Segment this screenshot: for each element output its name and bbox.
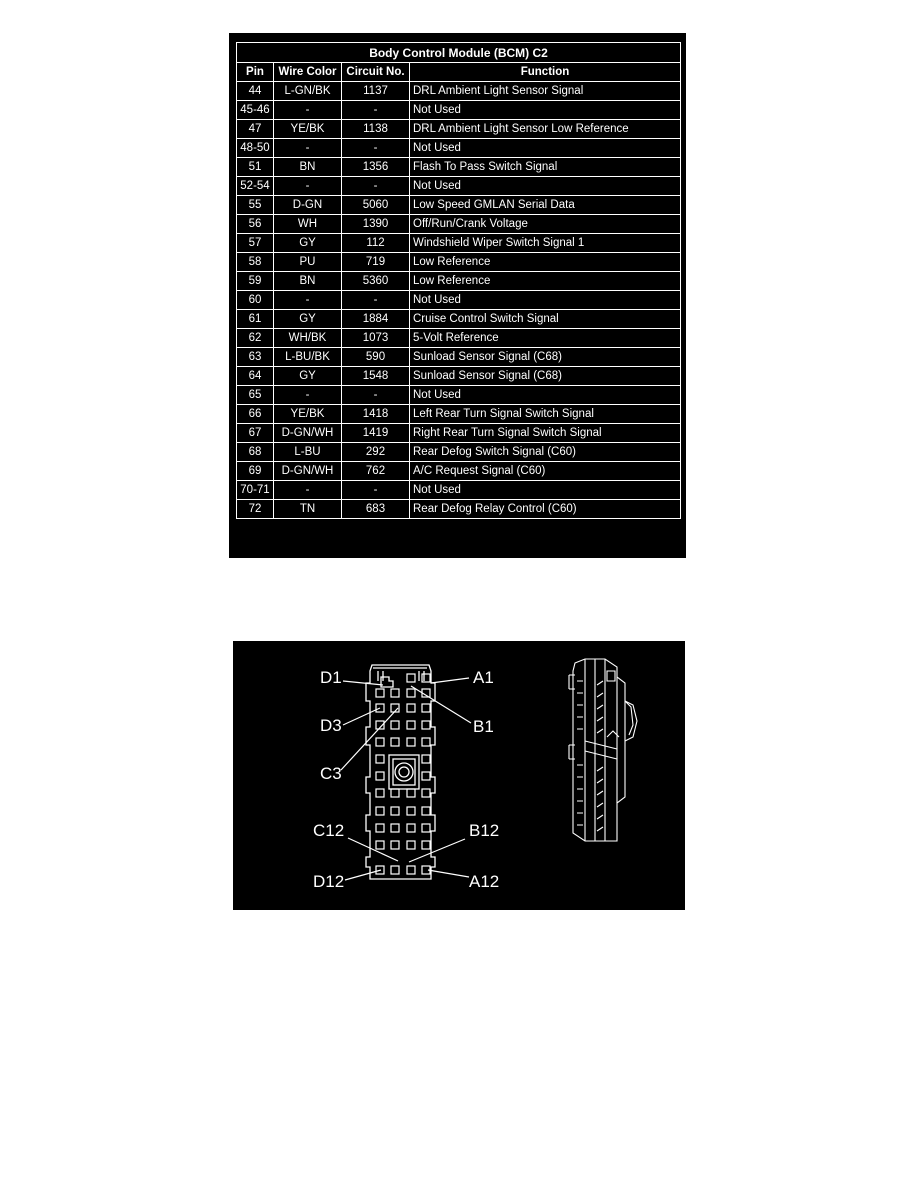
pin-cavity	[422, 772, 430, 780]
cell-circuit: 1419	[342, 424, 410, 443]
cell-circuit: 112	[342, 234, 410, 253]
pin-cavity	[407, 674, 415, 682]
cell-wire-color: BN	[274, 158, 342, 177]
cell-circuit: 5360	[342, 272, 410, 291]
pin-cavity	[422, 674, 430, 682]
cell-circuit: 590	[342, 348, 410, 367]
cell-circuit: -	[342, 291, 410, 310]
table-row	[237, 139, 681, 158]
cell-pin: 62	[237, 329, 274, 348]
cell-function: Rear Defog Relay Control (C60)	[410, 500, 681, 519]
cell-function: Not Used	[410, 177, 681, 196]
table-title: Body Control Module (BCM) C2	[237, 43, 681, 63]
table-row	[237, 253, 681, 272]
cell-circuit: -	[342, 139, 410, 158]
pin-cavity	[376, 689, 384, 697]
pin-cavity	[391, 807, 399, 815]
cell-wire-color: L-BU	[274, 443, 342, 462]
cell-pin: 65	[237, 386, 274, 405]
cell-wire-color: BN	[274, 272, 342, 291]
cell-pin: 59	[237, 272, 274, 291]
column-header-pin: Pin	[237, 63, 274, 82]
pin-cavity	[407, 866, 415, 874]
connector-diagram	[233, 641, 685, 910]
pin-cavity	[391, 824, 399, 832]
cell-wire-color: L-GN/BK	[274, 82, 342, 101]
cell-function: DRL Ambient Light Sensor Signal	[410, 82, 681, 101]
table-row	[237, 348, 681, 367]
pin-cavity	[376, 841, 384, 849]
cell-pin: 56	[237, 215, 274, 234]
connector-side-view	[569, 659, 637, 841]
cell-circuit: 1137	[342, 82, 410, 101]
connector-end-view-table-panel	[229, 33, 686, 558]
cell-function: Off/Run/Crank Voltage	[410, 215, 681, 234]
cell-wire-color: YE/BK	[274, 405, 342, 424]
label-b1: B1	[473, 717, 494, 736]
label-c12: C12	[313, 821, 345, 840]
cell-wire-color: D-GN/WH	[274, 462, 342, 481]
cell-function: Not Used	[410, 481, 681, 500]
pin-cavity	[391, 689, 399, 697]
cell-wire-color: -	[274, 101, 342, 120]
cell-function: Flash To Pass Switch Signal	[410, 158, 681, 177]
cell-circuit: 719	[342, 253, 410, 272]
cell-wire-color: PU	[274, 253, 342, 272]
pin-cavity	[422, 841, 430, 849]
label-d3: D3	[320, 716, 342, 735]
pin-cavity	[407, 807, 415, 815]
cell-function: Sunload Sensor Signal (C68)	[410, 348, 681, 367]
cell-wire-color: D-GN/WH	[274, 424, 342, 443]
cell-circuit: 1418	[342, 405, 410, 424]
cell-circuit: -	[342, 101, 410, 120]
cell-circuit: 683	[342, 500, 410, 519]
cell-pin: 67	[237, 424, 274, 443]
label-c3: C3	[320, 764, 342, 783]
table-row	[237, 215, 681, 234]
cell-pin: 52-54	[237, 177, 274, 196]
cell-pin: 64	[237, 367, 274, 386]
table-row	[237, 405, 681, 424]
cell-wire-color: -	[274, 177, 342, 196]
pin-cavity	[422, 807, 430, 815]
cell-pin: 68	[237, 443, 274, 462]
cell-circuit: 1548	[342, 367, 410, 386]
label-a12: A12	[469, 872, 500, 891]
table-row	[237, 196, 681, 215]
table-row	[237, 120, 681, 139]
cell-circuit: -	[342, 481, 410, 500]
pin-cavity	[422, 704, 430, 712]
connector-cavities	[376, 674, 430, 874]
cell-function: Windshield Wiper Switch Signal 1	[410, 234, 681, 253]
cell-wire-color: WH	[274, 215, 342, 234]
cell-pin: 45-46	[237, 101, 274, 120]
table-row	[237, 291, 681, 310]
pin-cavity	[391, 738, 399, 746]
cell-function: Low Reference	[410, 272, 681, 291]
cell-wire-color: WH/BK	[274, 329, 342, 348]
table-row	[237, 329, 681, 348]
connector-diagram-panel	[233, 641, 685, 910]
column-header-circuit: Circuit No.	[342, 63, 410, 82]
table-row	[237, 462, 681, 481]
table-row	[237, 443, 681, 462]
cell-circuit: 1073	[342, 329, 410, 348]
pin-cavity	[407, 824, 415, 832]
label-d12: D12	[313, 872, 345, 891]
cell-pin: 44	[237, 82, 274, 101]
table-row	[237, 177, 681, 196]
cell-pin: 66	[237, 405, 274, 424]
table-row	[237, 500, 681, 519]
column-header-function: Function	[410, 63, 681, 82]
cell-pin: 61	[237, 310, 274, 329]
cell-wire-color: GY	[274, 310, 342, 329]
cell-function: Not Used	[410, 386, 681, 405]
pin-cavity	[376, 738, 384, 746]
pin-cavity	[391, 721, 399, 729]
cell-pin: 55	[237, 196, 274, 215]
cell-circuit: 292	[342, 443, 410, 462]
cell-circuit: 1138	[342, 120, 410, 139]
pin-cavity	[407, 789, 415, 797]
cell-function: Not Used	[410, 139, 681, 158]
pin-cavity	[407, 738, 415, 746]
leader-lines	[341, 678, 471, 880]
cell-circuit: -	[342, 386, 410, 405]
pin-cavity	[422, 789, 430, 797]
pin-cavity	[391, 789, 399, 797]
cell-function: Cruise Control Switch Signal	[410, 310, 681, 329]
table-row	[237, 158, 681, 177]
pin-cavity	[407, 704, 415, 712]
cell-wire-color: L-BU/BK	[274, 348, 342, 367]
cell-function: A/C Request Signal (C60)	[410, 462, 681, 481]
pin-cavity	[376, 755, 384, 763]
cell-function: DRL Ambient Light Sensor Low Reference	[410, 120, 681, 139]
cell-function: Not Used	[410, 101, 681, 120]
pin-cavity	[391, 841, 399, 849]
pin-cavity	[422, 738, 430, 746]
cell-wire-color: GY	[274, 367, 342, 386]
cell-pin: 69	[237, 462, 274, 481]
label-b12: B12	[469, 821, 500, 840]
cell-pin: 60	[237, 291, 274, 310]
cell-wire-color: GY	[274, 234, 342, 253]
pin-cavity	[407, 689, 415, 697]
cell-function: Rear Defog Switch Signal (C60)	[410, 443, 681, 462]
pin-cavity	[376, 824, 384, 832]
cell-circuit: 1884	[342, 310, 410, 329]
table-row	[237, 101, 681, 120]
table-row	[237, 424, 681, 443]
pin-cavity	[422, 721, 430, 729]
pin-cavity	[407, 721, 415, 729]
cell-wire-color: -	[274, 386, 342, 405]
label-d1: D1	[320, 668, 342, 687]
cell-function: Low Speed GMLAN Serial Data	[410, 196, 681, 215]
pin-cavity	[407, 841, 415, 849]
column-header-wire-color: Wire Color	[274, 63, 342, 82]
table-row	[237, 310, 681, 329]
label-a1: A1	[473, 668, 494, 687]
pinout-table	[236, 42, 681, 519]
cell-circuit: 1390	[342, 215, 410, 234]
cell-wire-color: -	[274, 481, 342, 500]
cell-circuit: 1356	[342, 158, 410, 177]
pin-cavity	[422, 824, 430, 832]
cell-wire-color: YE/BK	[274, 120, 342, 139]
cell-pin: 72	[237, 500, 274, 519]
cell-wire-color: -	[274, 139, 342, 158]
table-body	[237, 82, 681, 519]
cell-pin: 58	[237, 253, 274, 272]
cell-pin: 70-71	[237, 481, 274, 500]
table-row	[237, 367, 681, 386]
cell-circuit: 762	[342, 462, 410, 481]
cell-pin: 47	[237, 120, 274, 139]
pin-cavity	[376, 807, 384, 815]
pin-cavity	[422, 755, 430, 763]
cell-wire-color: -	[274, 291, 342, 310]
cell-pin: 57	[237, 234, 274, 253]
cell-wire-color: TN	[274, 500, 342, 519]
table-row	[237, 481, 681, 500]
cell-circuit: -	[342, 177, 410, 196]
cell-pin: 51	[237, 158, 274, 177]
table-row	[237, 272, 681, 291]
cell-wire-color: D-GN	[274, 196, 342, 215]
cell-function: Not Used	[410, 291, 681, 310]
cell-function: Low Reference	[410, 253, 681, 272]
table-row	[237, 386, 681, 405]
pin-cavity	[391, 866, 399, 874]
cell-function: 5-Volt Reference	[410, 329, 681, 348]
cell-circuit: 5060	[342, 196, 410, 215]
table-row	[237, 82, 681, 101]
pin-cavity	[376, 772, 384, 780]
cell-function: Left Rear Turn Signal Switch Signal	[410, 405, 681, 424]
cell-function: Right Rear Turn Signal Switch Signal	[410, 424, 681, 443]
cell-pin: 63	[237, 348, 274, 367]
cell-function: Sunload Sensor Signal (C68)	[410, 367, 681, 386]
table-row	[237, 234, 681, 253]
pin-cavity	[376, 789, 384, 797]
cell-pin: 48-50	[237, 139, 274, 158]
